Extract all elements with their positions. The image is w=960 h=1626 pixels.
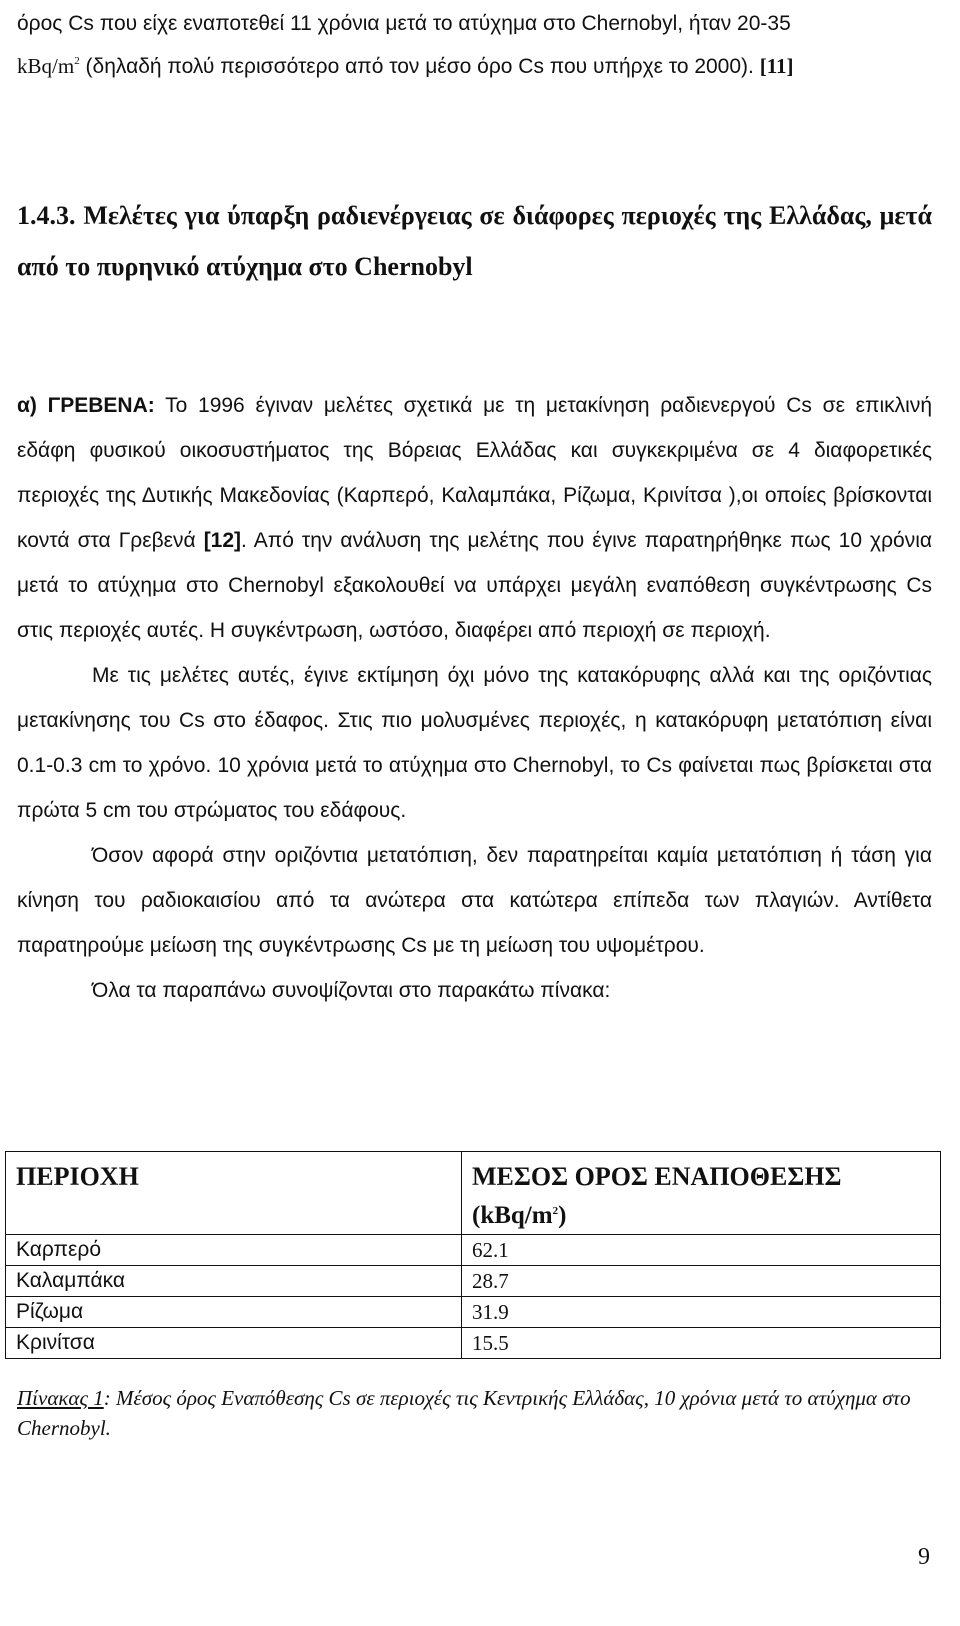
section-title: Μελέτες για ύπαρξη ραδιενέργειας σε διάφορες περιοχές της Ελλάδας, μετά από το πυρηνικό ατύχημα στο Chernobyl	[17, 201, 932, 281]
table-cell-region: Καρπερό	[6, 1235, 462, 1266]
header-region: ΠΕΡΙΟΧΗ	[6, 1152, 462, 1235]
unit-superscript: 2	[74, 55, 80, 67]
header-mean-deposition	[462, 1152, 941, 1235]
table-cell-value: 31.9	[462, 1297, 941, 1328]
deposition-table-wrapper	[5, 1151, 940, 1359]
table-caption-text: : Μέσος όρος Εναπόθεσης Cs σε περιοχές τις Κεντρικής Ελλάδας, 10 χρόνια μετά το ατύχημα στο Chernobyl.	[17, 1386, 911, 1440]
paragraph-grevena-text-b: . Από την ανάλυση της μελέτης που έγινε παρατηρήθηκε πως 10 χρόνια μετά το ατύχημα στο Chernobyl εξακολουθεί να υπάρχει μεγάλη εναπόθεση συγκέντρωσης Cs στις περιοχές αυτές. Η συγκέντρωση, ωστόσο, διαφέρει από περιοχή σε περιοχή.	[17, 529, 932, 642]
table-caption	[17, 1383, 932, 1443]
table-row	[6, 1266, 941, 1297]
table-cell-value: 62.1	[462, 1235, 941, 1266]
paragraph-table-intro: Όλα τα παραπάνω συνοψίζονται στο παρακάτω πίνακα:	[92, 979, 611, 1002]
intro-paragraph	[17, 2, 932, 88]
intro-line-1-text: όρος Cs που είχε εναποτεθεί 11 χρόνια μετά το ατύχημα στο Chernobyl, ήταν 20-35	[17, 12, 791, 35]
table-cell-value: 28.7	[462, 1266, 941, 1297]
table-header-row	[6, 1152, 941, 1235]
paragraph-vertical-movement: Με τις μελέτες αυτές, έγινε εκτίμηση όχι μόνο της κατακόρυφης αλλά και της οριζόντιας μετακίνησης του Cs στο έδαφος. Στις πιο μολυσμένες περιοχές, η κατακόρυφη μετατόπιση είναι 0.1-0.3 cm το χρόνο. 10 χρόνια μετά το ατύχημα στο Chernobyl, το Cs φαίνεται πως βρίσκεται στα πρώτα 5 cm του στρώματος του εδάφους.	[17, 664, 932, 822]
table-row	[6, 1297, 941, 1328]
table-cell-region: Ρίζωμα	[6, 1297, 462, 1328]
paragraph-grevena	[17, 383, 932, 653]
paragraph-grevena-label: α) ΓΡΕΒΕΝΑ:	[17, 394, 155, 417]
section-heading	[17, 190, 932, 292]
table-caption-label: Πίνακας 1	[17, 1386, 104, 1410]
header-mean-deposition-label: ΜΕΣΟΣ ΟΡΟΣ ΕΝΑΠΟΘΕΣΗΣ	[472, 1162, 842, 1191]
unit-kbq: kBq/m	[17, 54, 75, 78]
deposition-table	[5, 1151, 941, 1359]
reference-12: [12]	[203, 529, 242, 552]
intro-line-2	[17, 45, 932, 88]
body-text	[17, 383, 932, 1013]
paragraph-grevena-text-a: Το 1996 έγιναν μελέτες σχετικά με τη μετακίνηση ραδιενεργού Cs σε επικλινή εδάφη φυσικού οικοσυστήματος της Βόρειας Ελλάδας και συγκεκριμένα σε 4 διαφορετικές περιοχές της Δυτικής Μακεδονίας (Καρπερό, Καλαμπάκα, Ρίζωμα, Κρινίτσα ),οι οποίες βρίσκονται κοντά στα Γρεβενά	[17, 394, 933, 552]
paragraph-horizontal-movement: Όσον αφορά στην οριζόντια μετατόπιση, δεν παρατηρείται καμία μετατόπιση ή τάση για κίνηση του ραδιοκαισίου από τα ανώτερα στα κατώτερα επίπεδα των πλαγιών. Αντίθετα παρατηρούμε μείωση της συγκέντρωσης Cs με τη μείωση του υψομέτρου.	[17, 844, 932, 957]
table-row	[6, 1235, 941, 1266]
header-unit-superscript: 2	[552, 1205, 559, 1217]
reference-11: [11]	[759, 54, 794, 78]
intro-line-1	[17, 2, 932, 45]
intro-line-2-text: (δηλαδή πολύ περισσότερο από τον μέσο όρο Cs που υπήρχε το 2000).	[79, 55, 760, 78]
header-unit-text-b: )	[558, 1202, 567, 1229]
header-unit	[472, 1198, 940, 1234]
table-cell-region: Καλαμπάκα	[6, 1266, 462, 1297]
table-row	[6, 1328, 941, 1359]
page-number: 9	[918, 1544, 930, 1570]
section-number: 1.4.3.	[17, 201, 76, 230]
table-cell-value: 15.5	[462, 1328, 941, 1359]
header-unit-text-a: (kBq/m	[472, 1202, 553, 1229]
table-cell-region: Κρινίτσα	[6, 1328, 462, 1359]
